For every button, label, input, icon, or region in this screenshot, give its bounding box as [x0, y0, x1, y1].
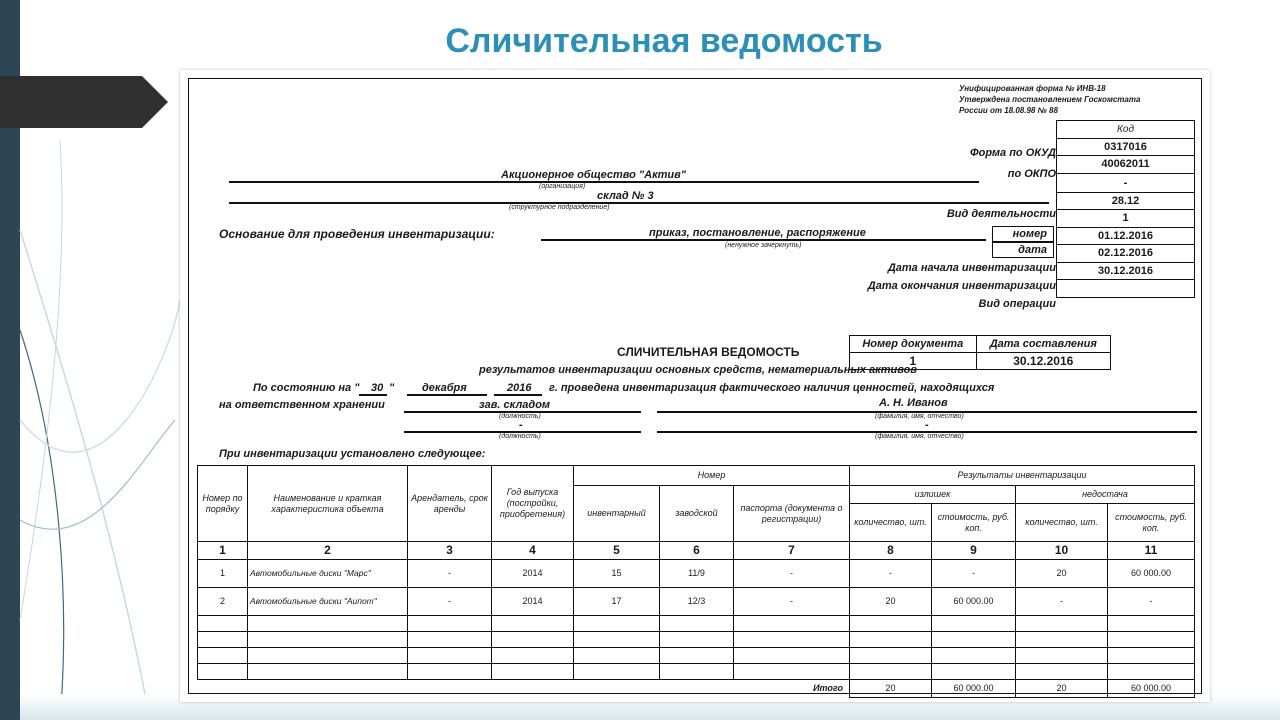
statement-subtitle: результатов инвентаризации основных средств, нематериальных активов	[479, 364, 917, 376]
end-label: Дата окончания инвентаризации	[867, 280, 1056, 292]
col-number: 3	[408, 542, 492, 560]
title-arrow-tab	[0, 76, 168, 128]
cell-inv: 17	[574, 588, 660, 616]
h-num: Номер по порядку	[198, 466, 248, 542]
activity-value: 28.12	[1057, 192, 1195, 210]
h-shortage: недостача	[1016, 486, 1195, 504]
cell-shortage-cost: 60 000.00	[1108, 560, 1195, 588]
basis-label: Основание для проведения инвентаризации:	[219, 227, 495, 241]
as-of-day: 30	[371, 382, 384, 394]
col-number: 5	[574, 542, 660, 560]
second-position: -	[519, 419, 523, 431]
codes-head: Код	[1057, 121, 1195, 139]
empty-row	[198, 632, 1195, 648]
total-label: Итого	[813, 683, 844, 694]
empty-row	[198, 616, 1195, 632]
h-surplus-qty: количество, шт.	[850, 504, 932, 542]
h-results: Результаты инвентаризации	[850, 466, 1195, 486]
cell-year: 2014	[492, 588, 574, 616]
position-caption: (должность)	[499, 413, 541, 420]
subdivision-caption: (структурное подразделение)	[509, 204, 610, 211]
organization-name: Акционерное общество "Актив"	[501, 169, 687, 181]
total-row	[198, 680, 1195, 698]
responsible-person: А. Н. Иванов	[879, 397, 948, 409]
custody-label: на ответственном хранении	[219, 399, 385, 411]
col-number: 11	[1108, 542, 1195, 560]
position-caption-2: (должность)	[499, 433, 541, 440]
second-person: -	[925, 419, 929, 431]
cell-num: 2	[198, 588, 248, 616]
date-label: дата	[1018, 244, 1047, 256]
approval-date-line: России от 18.08.98 № 88	[959, 106, 1058, 115]
okpo-label: по ОКПО	[1007, 168, 1056, 180]
col-number: 6	[660, 542, 734, 560]
as-of-month: декабря	[422, 382, 467, 394]
doc-date-head: Дата составления	[976, 336, 1110, 353]
inventory-form	[188, 78, 1202, 694]
document-sheet	[180, 70, 1210, 702]
h-shortage-cost: стоимость, руб. коп.	[1108, 504, 1195, 542]
as-of-tail: г. проведена инвентаризация фактического наличия ценностей, находящихся	[549, 382, 995, 394]
subdivision-code: -	[1057, 173, 1195, 192]
person-caption: (фамилия, имя, отчество)	[875, 413, 964, 420]
order-box	[992, 226, 1054, 258]
cell-surplus-cost: 60 000.00	[932, 588, 1016, 616]
codes-table	[1056, 120, 1195, 298]
total-surplus-qty: 20	[850, 680, 932, 698]
doc-number-head: Номер документа	[850, 336, 977, 353]
cell-shortage-qty: 20	[1016, 560, 1108, 588]
h-year: Год выпуска (постройки, приобретения)	[492, 466, 574, 542]
cell-lease: -	[408, 560, 492, 588]
cell-inv: 15	[574, 560, 660, 588]
cell-name: Автомобильные диски "Аипот"	[248, 588, 408, 616]
basis-caption: (ненужное зачеркнуть)	[725, 242, 802, 249]
organization-caption: (организация)	[539, 183, 586, 190]
start-value: 02.12.2016	[1057, 245, 1195, 263]
subdivision-name: склад № 3	[597, 190, 654, 202]
responsible-position: зав. складом	[479, 399, 551, 411]
col-number: 10	[1016, 542, 1108, 560]
h-number: Номер	[574, 466, 850, 486]
column-numbers-row	[198, 542, 1195, 560]
cell-year: 2014	[492, 560, 574, 588]
operation-label: Вид операции	[978, 298, 1056, 310]
cell-factory: 11/9	[660, 560, 734, 588]
slide-title: Сличительная ведомость	[445, 22, 883, 60]
table-row	[198, 560, 1195, 588]
cell-passport: -	[734, 588, 850, 616]
cell-name: Автомобильные диски "Марс"	[248, 560, 408, 588]
doc-number: 1	[850, 353, 977, 370]
col-number: 4	[492, 542, 574, 560]
person-caption-2: (фамилия, имя, отчество)	[875, 433, 964, 440]
col-number: 8	[850, 542, 932, 560]
h-factory: заводской	[660, 486, 734, 542]
cell-lease: -	[408, 588, 492, 616]
statement-title: СЛИЧИТЕЛЬНАЯ ВЕДОМОСТЬ	[617, 345, 800, 359]
table-row	[198, 588, 1195, 616]
total-shortage-qty: 20	[1016, 680, 1108, 698]
date-value: 01.12.2016	[1057, 227, 1195, 245]
number-label: номер	[1012, 228, 1047, 240]
as-of-label: По состоянию на "	[253, 382, 360, 394]
quote-close: "	[389, 382, 395, 394]
col-number: 9	[932, 542, 1016, 560]
start-label: Дата начала инвентаризации	[887, 262, 1056, 274]
approval-line: Утверждена постановлением Госкомстата	[959, 95, 1141, 104]
doc-date: 30.12.2016	[976, 353, 1110, 370]
cell-passport: -	[734, 560, 850, 588]
cell-shortage-qty: -	[1016, 588, 1108, 616]
inventory-table	[197, 465, 1195, 698]
h-inv: инвентарный	[574, 486, 660, 542]
okud-label: Форма по ОКУД	[970, 147, 1056, 159]
cell-shortage-cost: -	[1108, 588, 1195, 616]
empty-row	[198, 648, 1195, 664]
cell-surplus-qty: 20	[850, 588, 932, 616]
end-value: 30.12.2016	[1057, 262, 1195, 280]
okpo-value: 40062011	[1057, 156, 1195, 174]
basis-value: приказ, постановление, распоряжение	[649, 227, 866, 239]
col-number: 7	[734, 542, 850, 560]
unified-form-line: Унифицированная форма № ИНВ-18	[959, 84, 1106, 93]
activity-label: Вид деятельности	[946, 208, 1056, 220]
h-surplus-cost: стоимость, руб. коп.	[932, 504, 1016, 542]
operation-value	[1057, 280, 1195, 298]
empty-row	[198, 664, 1195, 680]
col-number: 2	[248, 542, 408, 560]
as-of-year: 2016	[507, 382, 532, 394]
h-name: Наименование и краткая характеристика объекта	[248, 466, 408, 542]
unified-form-notice	[959, 83, 1140, 116]
number-value: 1	[1057, 210, 1195, 228]
cell-factory: 12/3	[660, 588, 734, 616]
total-surplus-cost: 60 000.00	[932, 680, 1016, 698]
h-shortage-qty: количество, шт.	[1016, 504, 1108, 542]
cell-num: 1	[198, 560, 248, 588]
col-number: 1	[198, 542, 248, 560]
established-label: При инвентаризации установлено следующее:	[219, 448, 486, 460]
okud-value: 0317016	[1057, 138, 1195, 156]
h-lease: Арендатель, срок аренды	[408, 466, 492, 542]
cell-surplus-cost: -	[932, 560, 1016, 588]
h-surplus: излишек	[850, 486, 1016, 504]
cell-surplus-qty: -	[850, 560, 932, 588]
total-shortage-cost: 60 000.00	[1108, 680, 1195, 698]
h-passport: паспорта (документа о регистрации)	[734, 486, 850, 542]
